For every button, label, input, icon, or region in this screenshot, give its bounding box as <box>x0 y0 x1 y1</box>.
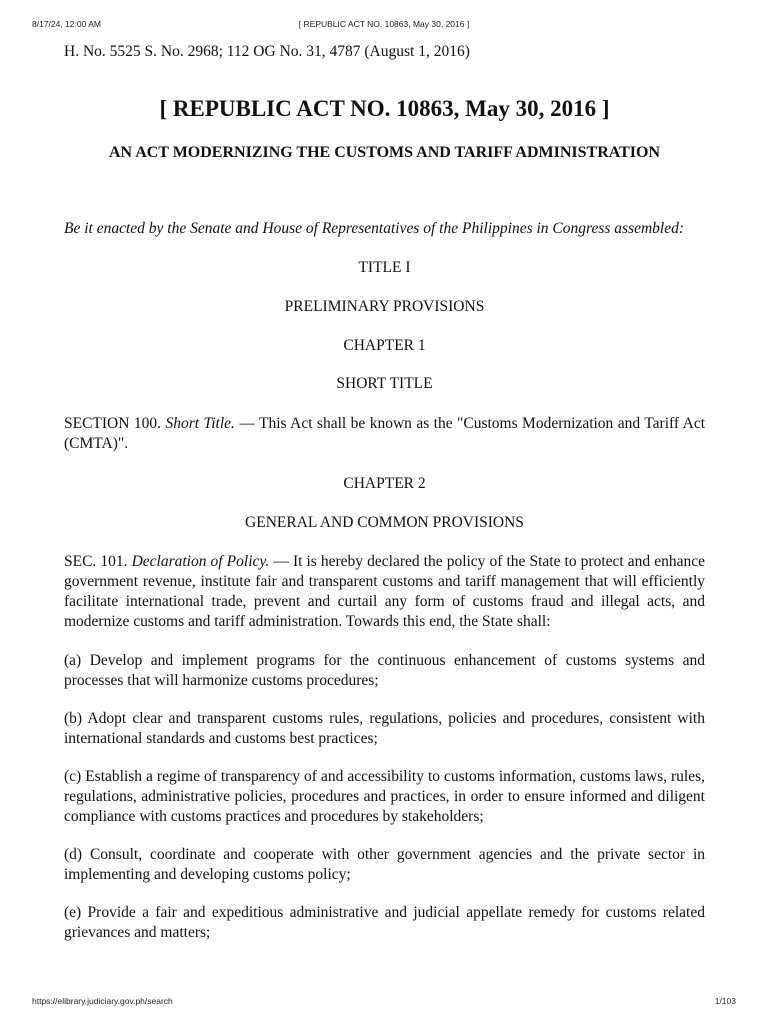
print-footer <box>32 996 736 1008</box>
print-header <box>32 19 736 31</box>
policy-item-e: (e) Provide a fair and expeditious administrative and judicial appellate remedy for customs related grievances and matters; <box>64 904 705 941</box>
chapter-1-heading: CHAPTER 1 <box>343 337 426 354</box>
print-datetime: 8/17/24, 12:00 AM <box>32 19 101 29</box>
document-body <box>64 42 705 943</box>
enacting-clause: Be it enacted by the Senate and House of Representatives of the Philippines in Congress assembled: <box>64 220 685 237</box>
chapter-2-name: GENERAL AND COMMON PROVISIONS <box>245 514 524 531</box>
chapter-1-name: SHORT TITLE <box>336 375 433 392</box>
act-title: [ REPUBLIC ACT NO. 10863, May 30, 2016 ] <box>159 96 610 121</box>
section-101-heading: Declaration of Policy. <box>131 553 270 570</box>
section-101-number: SEC. 101. <box>64 553 128 570</box>
section-100 <box>64 414 705 454</box>
print-page-number: 1/103 <box>714 996 736 1006</box>
document-reference: H. No. 5525 S. No. 2968; 112 OG No. 31, 4787 (August 1, 2016) <box>64 43 470 60</box>
title-name: PRELIMINARY PROVISIONS <box>284 298 485 315</box>
print-page-title: [ REPUBLIC ACT NO. 10863, May 30, 2016 ] <box>298 19 470 29</box>
act-subtitle: AN ACT MODERNIZING THE CUSTOMS AND TARIFF ADMINISTRATION <box>108 144 661 161</box>
section-100-heading: Short Title. <box>165 415 235 432</box>
title-heading: TITLE I <box>358 259 411 276</box>
policy-item-d: (d) Consult, coordinate and cooperate with other government agencies and the private sector in implementing and developing customs policy; <box>64 846 705 883</box>
policy-item-c: (c) Establish a regime of transparency of and accessibility to customs information, customs laws, rules, regulations, administrative policies, procedures and practices, in order to ensure informed and diligent compliance with customs practices and procedures by stakeholders; <box>64 768 705 825</box>
section-101 <box>64 552 705 632</box>
policy-item-b: (b) Adopt clear and transparent customs rules, regulations, policies and procedures, consistent with international standards and customs best practices; <box>64 710 705 747</box>
section-100-text: — This Act shall be known as the "Customs Modernization and Tariff Act (CMTA)". <box>64 415 706 452</box>
chapter-2-heading: CHAPTER 2 <box>343 475 426 492</box>
print-url: https://elibrary.judiciary.gov.ph/search <box>32 996 173 1006</box>
policy-item-a: (a) Develop and implement programs for the continuous enhancement of customs systems and processes that will harmonize customs procedures; <box>64 652 705 689</box>
section-100-number: SECTION 100. <box>64 415 161 432</box>
section-101-text: — It is hereby declared the policy of the State to protect and enhance government revenue, institute fair and transparent customs and tariff management that will efficiently facilitate international trade, prevent and curtail any form of customs fraud and illegal acts, and modernize customs and tariff administration. Towards this end, the State shall: <box>64 553 705 630</box>
